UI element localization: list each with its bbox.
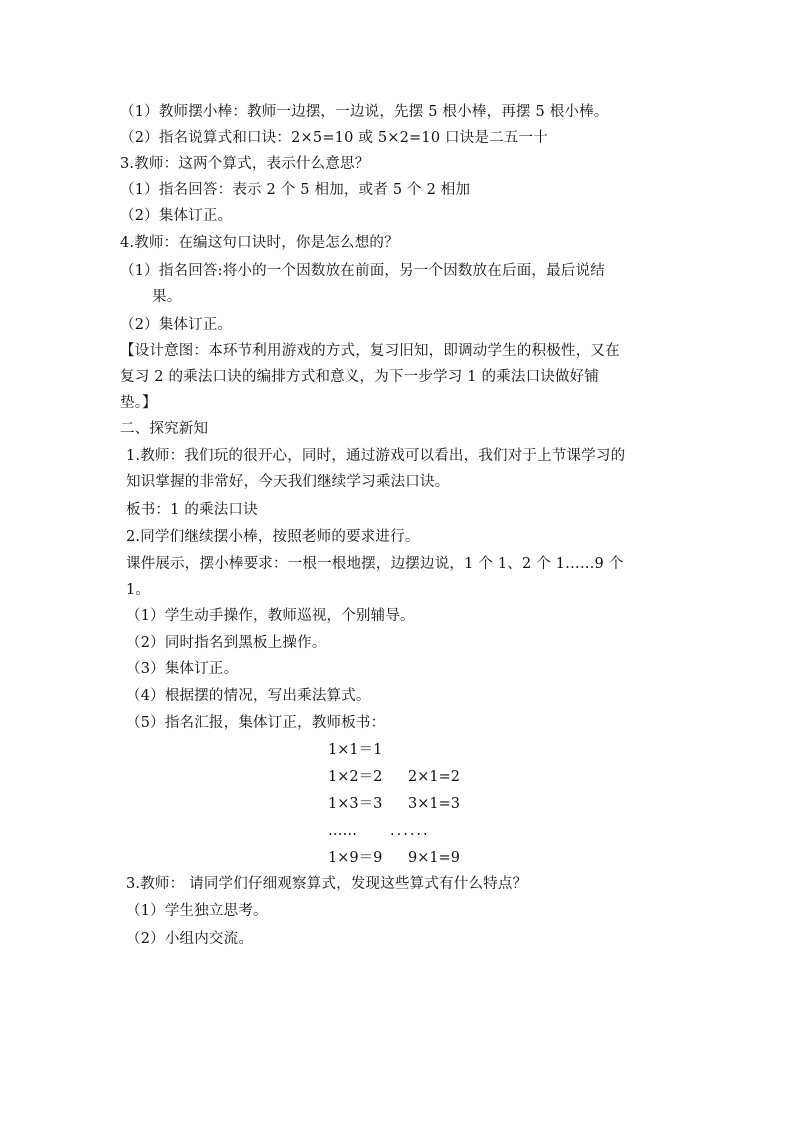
text-line-23: （4）根据摆的情况，写出乘法算式。: [126, 688, 371, 704]
text-line-2: （2）指名说算式和口诀：2×5=10 或 5×2=10 口诀是二五一十: [120, 130, 548, 146]
design-intent-line-3: 垫。】: [120, 395, 157, 411]
design-intent-line-2: 复习 2 的乘法口诀的编排方式和意义，为下一步学习 1 的乘法口诀做好铺: [120, 369, 600, 385]
text-line-3: 3.教师：这两个算式，表示什么意思？: [120, 156, 370, 172]
equation-right-3: 9×1=9: [408, 850, 460, 866]
text-line-9: （2）集体订正。: [120, 317, 233, 333]
text-line-1: （1）教师摆小棒：教师一边摆，一边说，先摆 5 根小棒，再摆 5 根小棒。: [120, 104, 609, 120]
text-line-27: （2）小组内交流。: [126, 931, 254, 947]
equation-left-1: 1×1＝1: [328, 742, 383, 758]
equation-left-ellipsis: ……: [328, 823, 357, 839]
text-line-8: 果。: [152, 289, 182, 305]
equation-right-2: 3×1=3: [408, 796, 460, 812]
text-line-15: 知识掌握的非常好，今天我们继续学习乘法口诀。: [126, 474, 450, 490]
text-line-18: 课件展示，摆小棒要求：一根一根地摆，边摆边说，1 个 1、2 个 1……9 个: [126, 556, 624, 572]
text-line-5: （2）集体订正。: [120, 208, 233, 224]
text-line-21: （2）同时指名到黑板上操作。: [126, 635, 327, 651]
equation-right-ellipsis: ......: [390, 823, 430, 839]
design-intent-line-1: 【设计意图：本环节利用游戏的方式，复习旧知，即调动学生的积极性，又在: [120, 343, 620, 359]
equation-left-3: 1×3＝3: [328, 796, 383, 812]
section-heading: 二、探究新知: [120, 421, 209, 437]
text-line-20: （1）学生动手操作，教师巡视，个别辅导。: [126, 608, 415, 624]
text-line-22: （3）集体订正。: [126, 661, 239, 677]
text-line-17: 2.同学们继续摆小棒，按照老师的要求进行。: [126, 529, 420, 545]
text-line-19: 1。: [126, 582, 151, 598]
equation-right-1: 2×1=2: [408, 769, 460, 785]
text-line-14: 1.教师：我们玩的很开心，同时，通过游戏可以看出，我们对于上节课学习的: [126, 448, 626, 464]
text-line-16: 板书：1 的乘法口诀: [126, 502, 258, 518]
text-line-4: （1）指名回答：表示 2 个 5 相加，或者 5 个 2 相加: [120, 182, 471, 198]
equation-left-4: 1×9＝9: [328, 850, 383, 866]
equation-left-2: 1×2＝2: [328, 769, 383, 785]
text-line-7: （1）指名回答:将小的一个因数放在前面，另一个因数放在后面，最后说结: [120, 263, 605, 279]
text-line-25: 3.教师： 请同学们仔细观察算式，发现这些算式有什么特点？: [126, 876, 528, 892]
text-line-24: （5）指名汇报，集体订正，教师板书：: [126, 715, 386, 731]
text-line-6: 4.教师：在编这句口诀时，你是怎么想的？: [120, 235, 399, 251]
text-line-26: （1）学生独立思考。: [126, 903, 268, 919]
